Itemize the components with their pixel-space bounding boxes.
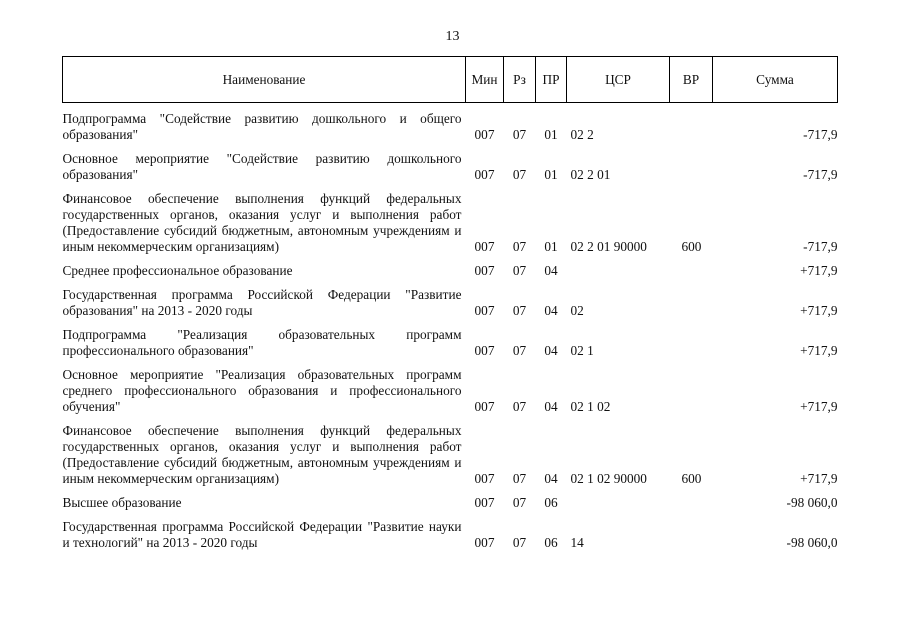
row-vr: 600 xyxy=(681,471,702,486)
table-row xyxy=(63,324,838,364)
row-sum: -98 060,0 xyxy=(786,495,838,510)
header-csr: ЦСР xyxy=(567,57,670,103)
row-sum: +717,9 xyxy=(800,343,838,358)
row-name: Высшее образование xyxy=(62,495,182,510)
header-pr: ПР xyxy=(536,57,567,103)
row-pr: 01 xyxy=(544,239,558,254)
row-rz: 07 xyxy=(512,239,527,254)
header-vr: ВР xyxy=(670,57,713,103)
row-vr xyxy=(670,103,713,149)
table-row xyxy=(63,420,838,492)
row-name: Государственная программа Российской Федерации "Развитие науки и технологий" на 2013 - 2020 годы xyxy=(62,519,462,550)
table-row xyxy=(63,260,838,284)
header-min: Мин xyxy=(466,57,504,103)
row-csr: 02 1 02 xyxy=(570,399,611,414)
page-number: 13 xyxy=(445,29,460,44)
row-csr: 02 2 01 90000 xyxy=(570,239,647,254)
row-sum: -717,9 xyxy=(803,167,838,182)
row-pr: 06 xyxy=(544,535,558,550)
table-row xyxy=(63,103,838,149)
row-sum: +717,9 xyxy=(800,471,838,486)
table-row xyxy=(63,516,838,556)
row-rz: 07 xyxy=(512,399,527,414)
row-min: 007 xyxy=(474,471,495,486)
row-min: 007 xyxy=(474,263,495,278)
row-vr xyxy=(670,364,713,420)
row-csr: 02 1 xyxy=(570,343,594,358)
row-name: Среднее профессиональное образование xyxy=(62,263,293,278)
row-sum: -98 060,0 xyxy=(786,535,838,550)
row-rz: 07 xyxy=(512,343,527,358)
row-name: Основное мероприятие "Содействие развитию дошкольного образования" xyxy=(62,151,462,182)
row-pr: 04 xyxy=(544,471,558,486)
row-min: 007 xyxy=(474,127,495,142)
row-csr: 14 xyxy=(570,535,584,550)
row-sum: +717,9 xyxy=(800,263,838,278)
row-rz: 07 xyxy=(512,167,527,182)
row-vr xyxy=(670,516,713,556)
row-name: Подпрограмма "Реализация образовательных программ профессионального образования" xyxy=(62,327,462,358)
row-vr xyxy=(670,260,713,284)
row-min: 007 xyxy=(474,343,495,358)
header-rz: Рз xyxy=(504,57,536,103)
table-row xyxy=(63,148,838,188)
row-csr: 02 2 xyxy=(570,127,594,142)
table-header-row xyxy=(63,57,838,103)
row-name: Государственная программа Российской Федерации "Развитие образования" на 2013 - 2020 годы xyxy=(62,287,462,318)
row-vr xyxy=(670,284,713,324)
row-pr: 01 xyxy=(544,167,558,182)
row-sum: +717,9 xyxy=(800,399,838,414)
row-vr xyxy=(670,324,713,364)
row-pr: 01 xyxy=(544,127,558,142)
row-name: Основное мероприятие "Реализация образовательных программ среднего профессионального образования и профессионального обучения" xyxy=(62,367,462,414)
row-rz: 07 xyxy=(512,303,527,318)
row-csr: 02 xyxy=(570,303,584,318)
row-name: Подпрограмма "Содействие развитию дошкольного и общего образования" xyxy=(62,111,462,142)
row-min: 007 xyxy=(474,535,495,550)
row-pr: 06 xyxy=(544,495,558,510)
row-pr: 04 xyxy=(544,303,558,318)
table-row xyxy=(63,284,838,324)
row-sum: +717,9 xyxy=(800,303,838,318)
budget-table xyxy=(62,56,838,556)
row-rz: 07 xyxy=(512,495,527,510)
row-pr: 04 xyxy=(544,399,558,414)
row-name: Финансовое обеспечение выполнения функций федеральных государственных органов, оказания услуг и выполнения работ (Предоставление субсидий бюджетным, автономным учреждениям и иным некоммерческим организациям) xyxy=(62,423,462,486)
row-rz: 07 xyxy=(512,127,527,142)
row-vr xyxy=(670,148,713,188)
row-vr: 600 xyxy=(681,239,702,254)
row-rz: 07 xyxy=(512,535,527,550)
row-min: 007 xyxy=(474,399,495,414)
row-name: Финансовое обеспечение выполнения функций федеральных государственных органов, оказания услуг и выполнения работ (Предоставление субсидий бюджетным, автономным учреждениям и иным некоммерческим организациям) xyxy=(62,191,462,254)
row-min: 007 xyxy=(474,167,495,182)
row-sum: -717,9 xyxy=(803,127,838,142)
row-vr xyxy=(670,492,713,516)
row-csr: 02 2 01 xyxy=(570,167,611,182)
table-row xyxy=(63,492,838,516)
header-name: Наименование xyxy=(63,57,466,103)
row-csr xyxy=(567,492,670,516)
row-rz: 07 xyxy=(512,471,527,486)
row-sum: -717,9 xyxy=(803,239,838,254)
row-csr: 02 1 02 90000 xyxy=(570,471,647,486)
row-rz: 07 xyxy=(512,263,527,278)
table-row xyxy=(63,364,838,420)
header-sum: Сумма xyxy=(713,57,838,103)
row-min: 007 xyxy=(474,495,495,510)
row-pr: 04 xyxy=(544,343,558,358)
row-min: 007 xyxy=(474,239,495,254)
row-csr xyxy=(567,260,670,284)
row-pr: 04 xyxy=(544,263,558,278)
row-min: 007 xyxy=(474,303,495,318)
table-row xyxy=(63,188,838,260)
